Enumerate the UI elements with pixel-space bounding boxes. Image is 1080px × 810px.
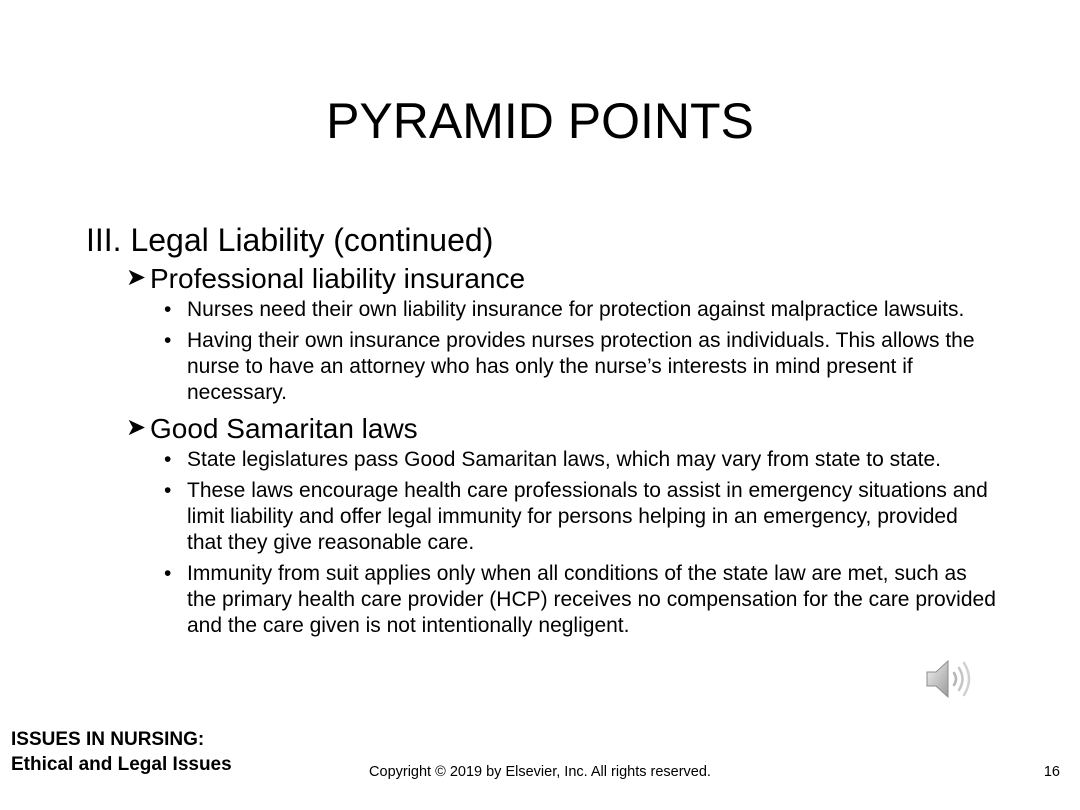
bullet-item xyxy=(86,328,997,406)
bullet-item xyxy=(86,447,997,473)
bullet-text: These laws encourage health care professionals to assist in emergency situations and limit liability and offer legal immunity for persons helping in an emergency, provided that they give reasonable care. xyxy=(187,479,988,554)
bullet-text: Having their own insurance provides nurses protection as individuals. This allows the nurse to have an attorney who has only the nurse’s interests in mind present if necessary. xyxy=(187,329,975,404)
round-bullet-icon: • xyxy=(164,298,172,321)
speaker-icon[interactable] xyxy=(924,656,974,702)
round-bullet-icon: • xyxy=(164,562,172,585)
section-heading: III. Legal Liability (continued) xyxy=(86,222,494,258)
bullet-item xyxy=(86,561,997,639)
subheading-label: Good Samaritan laws xyxy=(150,413,418,444)
arrowhead-bullet-icon: ➤ xyxy=(126,264,147,291)
arrowhead-bullet-icon: ➤ xyxy=(126,414,147,441)
section-good-samaritan-laws xyxy=(86,411,1006,639)
bullet-text: Nurses need their own liability insurance for protection against malpractice lawsuits. xyxy=(187,298,965,321)
subheading xyxy=(86,411,1006,447)
bullet-text: State legislatures pass Good Samaritan laws, which may vary from state to state. xyxy=(187,448,941,471)
bullet-item xyxy=(86,478,997,556)
subheading-label: Professional liability insurance xyxy=(150,263,526,294)
copyright-notice: Copyright © 2019 by Elsevier, Inc. All rights reserved. xyxy=(369,764,711,780)
slide-body xyxy=(86,219,1006,644)
page-number: 16 xyxy=(1043,764,1060,780)
round-bullet-icon: • xyxy=(164,329,172,352)
section-professional-liability-insurance xyxy=(86,261,1006,406)
slide-title: PYRAMID POINTS xyxy=(326,93,754,149)
round-bullet-icon: • xyxy=(164,479,172,502)
bullet-list xyxy=(86,297,1006,406)
course-title-line1: ISSUES IN NURSING: xyxy=(11,729,205,750)
subheading xyxy=(86,261,1006,297)
round-bullet-icon: • xyxy=(164,448,172,471)
bullet-list xyxy=(86,447,1006,639)
bullet-text: Immunity from suit applies only when all conditions of the state law are met, such as the primary health care provider (HCP) receives no compensation for the care provided and the care given is not intentionally negligent. xyxy=(187,562,996,637)
bullet-item xyxy=(86,297,997,323)
course-title-line2: Ethical and Legal Issues xyxy=(11,754,232,775)
